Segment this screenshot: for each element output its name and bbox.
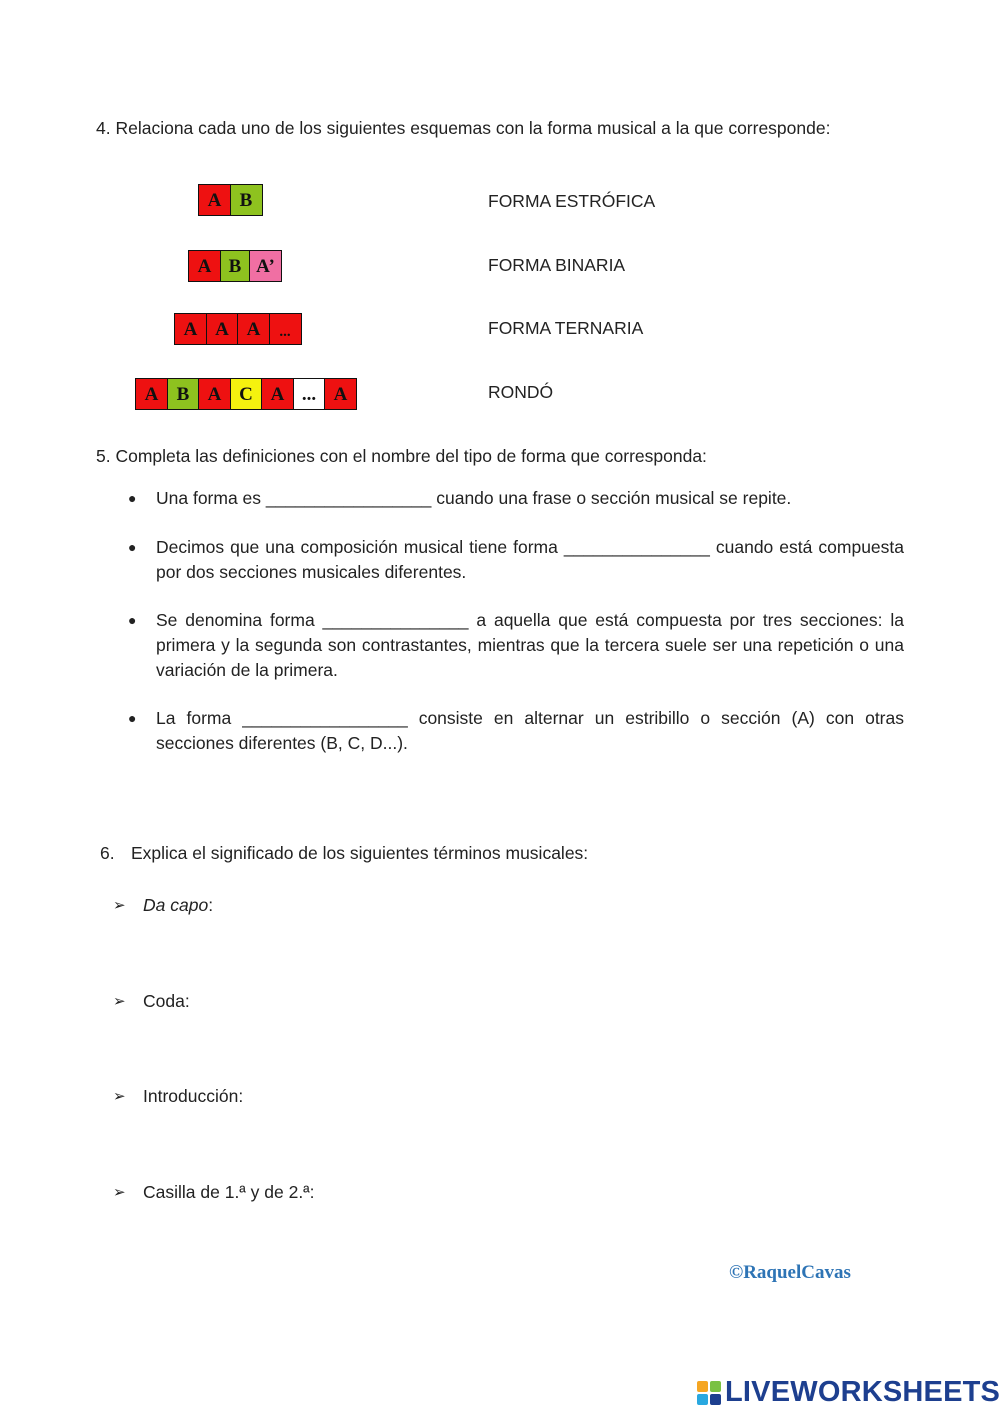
liveworksheets-logo[interactable] bbox=[697, 1376, 1000, 1409]
scheme-box: ... bbox=[293, 378, 326, 410]
copyright-credit: ©RaquelCavas bbox=[729, 1262, 851, 1283]
scheme-box: A bbox=[206, 313, 239, 345]
scheme-box: A’ bbox=[249, 250, 282, 282]
scheme-box: ... bbox=[269, 313, 302, 345]
scheme-ternary-aba[interactable] bbox=[188, 250, 281, 282]
definition-item: La forma _________________ consiste en alternar un estribillo o sección (A) con otras secciones diferentes (B, C, D...). bbox=[156, 708, 904, 753]
scheme-box: B bbox=[167, 378, 200, 410]
scheme-box: A bbox=[198, 378, 231, 410]
scheme-strophic-aaa[interactable] bbox=[174, 313, 300, 345]
q6-title: Explica el significado de los siguientes términos musicales: bbox=[131, 843, 589, 863]
arrow-bullet-icon: ➢ bbox=[113, 1088, 126, 1105]
liveworksheets-logo-text: LIVEWORKSHEETS bbox=[725, 1376, 1000, 1408]
scheme-box: A bbox=[198, 184, 231, 216]
form-option-estrofica[interactable]: FORMA ESTRÓFICA bbox=[488, 191, 656, 211]
form-option-ternaria[interactable]: FORMA TERNARIA bbox=[488, 318, 644, 338]
q6-number: 6. bbox=[100, 843, 115, 863]
term-introduccion: Introducción: bbox=[143, 1086, 244, 1106]
scheme-box: A bbox=[188, 250, 221, 282]
definition-item: Decimos que una composición musical tiene forma _______________ cuando está compuesta por dos secciones musicales diferentes. bbox=[156, 537, 904, 582]
arrow-bullet-icon: ➢ bbox=[113, 993, 126, 1010]
term-da-capo-label: Da capo bbox=[143, 895, 209, 915]
form-option-rondo[interactable]: RONDÓ bbox=[488, 382, 554, 402]
scheme-box: B bbox=[220, 250, 251, 282]
term-casilla: Casilla de 1.ª y de 2.ª: bbox=[143, 1182, 315, 1202]
q5-title: 5. Completa las definiciones con el nombre del tipo de forma que corresponda: bbox=[96, 446, 707, 466]
scheme-box: A bbox=[237, 313, 270, 345]
scheme-rondo[interactable] bbox=[135, 378, 356, 410]
bullet-icon: ● bbox=[128, 490, 137, 506]
definition-item: Se denomina forma _______________ a aquella que está compuesta por tres secciones: la primera y la segunda son contrastantes, mientras que la tercera suele ser una repetición o una variación de la primera. bbox=[156, 610, 904, 680]
scheme-box: A bbox=[261, 378, 294, 410]
scheme-box: A bbox=[135, 378, 168, 410]
arrow-bullet-icon: ➢ bbox=[113, 1184, 126, 1201]
bullet-icon: ● bbox=[128, 710, 137, 726]
liveworksheets-logo-icon bbox=[697, 1381, 721, 1405]
scheme-box: B bbox=[230, 184, 263, 216]
scheme-binary-ab[interactable] bbox=[198, 184, 261, 216]
bullet-icon: ● bbox=[128, 539, 137, 555]
scheme-box: A bbox=[324, 378, 357, 410]
term-coda: Coda: bbox=[143, 991, 190, 1011]
scheme-box: A bbox=[174, 313, 207, 345]
term-colon: : bbox=[208, 895, 214, 915]
scheme-box: C bbox=[230, 378, 263, 410]
term-da-capo bbox=[143, 895, 213, 916]
bullet-icon: ● bbox=[128, 612, 137, 628]
form-option-binaria[interactable]: FORMA BINARIA bbox=[488, 255, 626, 275]
definition-item: Una forma es _________________ cuando una frase o sección musical se repite. bbox=[156, 488, 792, 508]
arrow-bullet-icon: ➢ bbox=[113, 897, 126, 914]
q4-title: 4. Relaciona cada uno de los siguientes esquemas con la forma musical a la que corresponde: bbox=[96, 118, 831, 138]
